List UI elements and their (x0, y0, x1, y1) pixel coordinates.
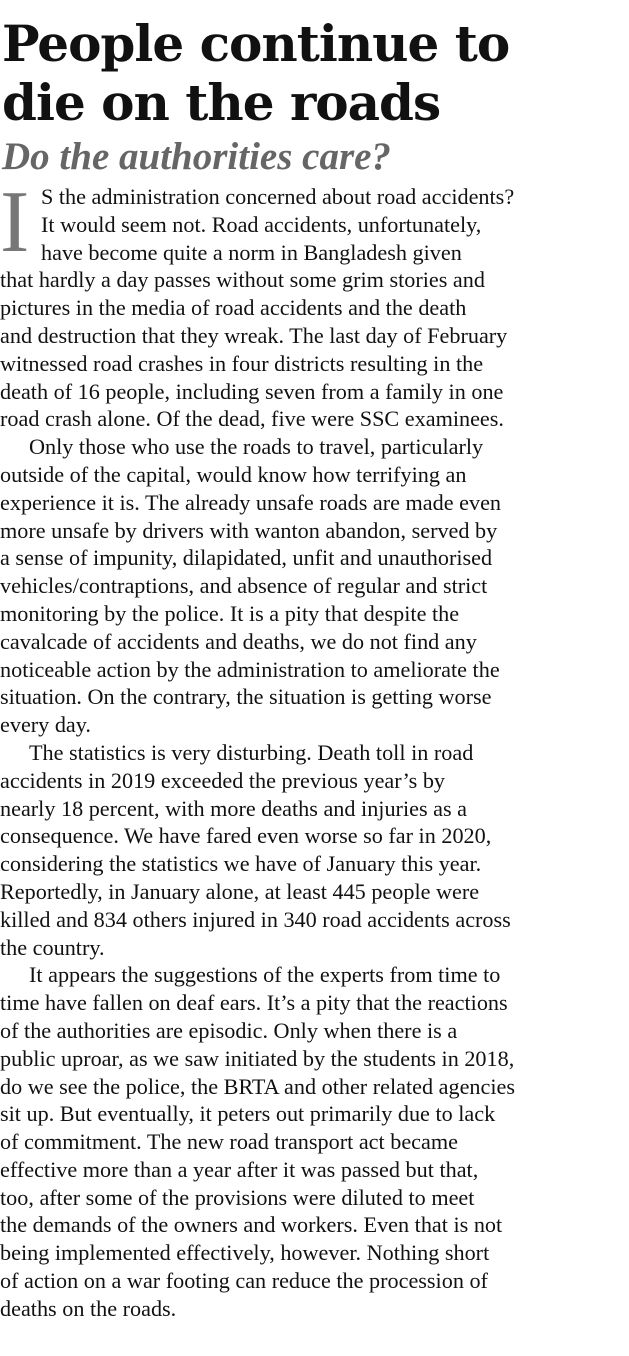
text-line: killed and 834 others injured in 340 road accidents across (0, 906, 511, 932)
text-line: time have fallen on deaf ears. It’s a pity that the reactions (0, 990, 508, 1016)
text-line: being implemented effectively, however. Nothing short (0, 1240, 490, 1266)
headline-line: die on the roads (2, 73, 441, 132)
text-line: deaths on the roads. (0, 1295, 177, 1321)
text-line: pictures in the media of road accidents and the death (0, 295, 467, 321)
text-line: of the authorities are episodic. Only when there is a (0, 1017, 458, 1043)
headline (0, 0, 629, 132)
headline-line: People continue to (2, 14, 510, 73)
text-line: Only those who use the roads to travel, particularly (29, 434, 484, 460)
text-line: accidents in 2019 exceeded the previous year’s by (0, 767, 446, 793)
text-line: death of 16 people, including seven from a family in one (0, 378, 504, 404)
text-line: considering the statistics we have of January this year. (0, 851, 482, 877)
text-line: It would seem not. Road accidents, unfortunately, (41, 211, 482, 237)
text-line: Reportedly, in January alone, at least 445 people were (0, 878, 480, 904)
text-line: the demands of the owners and workers. Even that is not (0, 1212, 503, 1238)
text-line: situation. On the contrary, the situation is getting worse (0, 684, 492, 710)
text-line: cavalcade of accidents and deaths, we do not find any (0, 628, 477, 654)
paragraph-3 (0, 739, 629, 961)
text-line: effective more than a year after it was passed but that, (0, 1156, 479, 1182)
text-line: monitoring by the police. It is a pity that despite the (0, 600, 460, 626)
paragraph-1 (0, 174, 629, 433)
subheadline: Do the authorities care? (2, 135, 391, 178)
text-line: It appears the suggestions of the experts from time to (29, 962, 501, 988)
text-line: consequence. We have fared even worse so far in 2020, (0, 823, 492, 849)
paragraph-2 (0, 433, 629, 739)
article-body (0, 174, 629, 1323)
paragraph-4 (0, 961, 629, 1322)
text-line: witnessed road crashes in four districts resulting in the (0, 350, 484, 376)
text-line: a sense of impunity, dilapidated, unfit and unauthorised (0, 545, 493, 571)
text-line: sit up. But eventually, it peters out primarily due to lack (0, 1101, 496, 1127)
text-line: of commitment. The new road transport act became (0, 1129, 458, 1155)
text-line: experience it is. The already unsafe roads are made even (0, 489, 502, 515)
text-line: noticeable action by the administration to ameliorate the (0, 656, 500, 682)
drop-cap: I (0, 174, 30, 271)
text-line: nearly 18 percent, with more deaths and injuries as a (0, 795, 468, 821)
text-line: outside of the capital, would know how terrifying an (0, 461, 467, 487)
text-line: of action on a war footing can reduce the procession of (0, 1268, 488, 1294)
text-line: vehicles/contraptions, and absence of regular and strict (0, 573, 488, 599)
text-line: do we see the police, the BRTA and other related agencies (0, 1073, 516, 1099)
text-line: S the administration concerned about road accidents? (41, 184, 515, 209)
text-line: road crash alone. Of the dead, five were SSC examinees. (0, 406, 504, 432)
text-line: too, after some of the provisions were diluted to meet (0, 1184, 475, 1210)
text-line: and destruction that they wreak. The last day of February (0, 322, 508, 348)
text-line: every day. (0, 712, 91, 738)
text-line: The statistics is very disturbing. Death toll in road (29, 739, 474, 765)
text-line: public uproar, as we saw initiated by the students in 2018, (0, 1045, 515, 1071)
text-line: that hardly a day passes without some grim stories and (0, 267, 485, 293)
text-line: have become quite a norm in Bangladesh given (41, 239, 462, 265)
text-line: the country. (0, 934, 105, 960)
text-line: more unsafe by drivers with wanton abandon, served by (0, 517, 498, 543)
